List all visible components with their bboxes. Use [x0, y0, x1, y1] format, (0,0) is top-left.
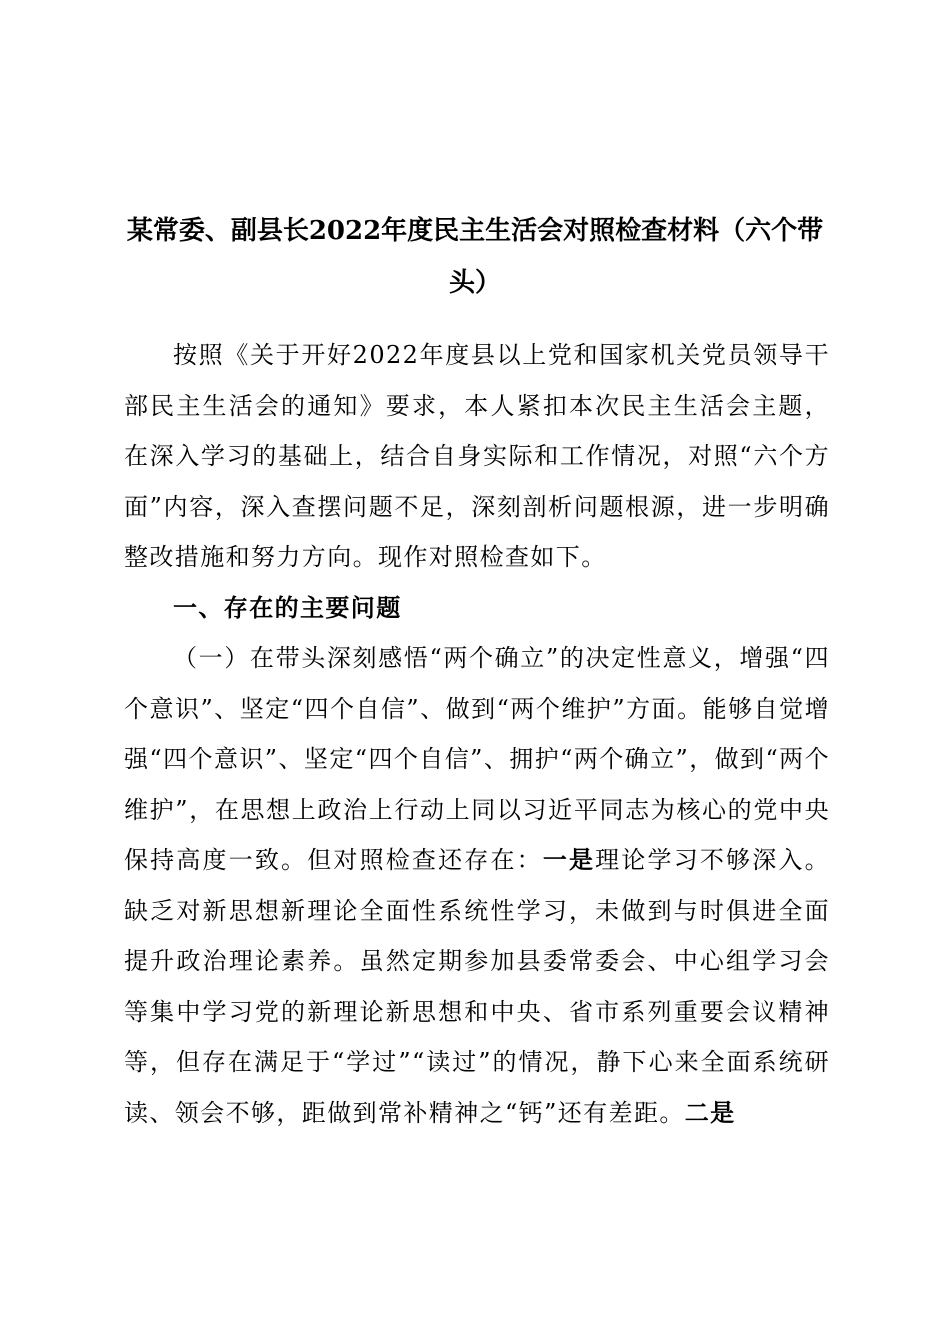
document-title: 某常委、副县长2022年度民主生活会对照检查材料（六个带头）: [126, 216, 824, 298]
point-1-label: 一是: [542, 845, 596, 874]
section-heading: 一、存在的主要问题: [173, 593, 402, 622]
document-body: [124, 330, 830, 1138]
subsection-text-a: （一）在带头深刻感悟“两个确立”的决定性意义，增强“四个意识”、坚定“四个自信”、做到“两个维护”方面。能够自觉增强“四个意识”、坚定“四个自信”、拥护“两个确立”，做到“两个维护”，在思想上政治上行动上同以习近平同志为核心的党中央保持高度一致。但对照检查还存在：: [124, 644, 830, 874]
subsection-text-b: 理论学习不够深入。缺乏对新思想新理论全面性系统性学习，未做到与时俱进全面提升政治理论素养。虽然定期参加县委常委会、中心组学习会等集中学习党的新理论新思想和中央、省市系列重要会议精神等，但存在满足于“学过”“读过”的情况，静下心来全面系统研读、领会不够，距做到常补精神之“钙”还有差距。: [124, 846, 830, 1127]
point-2-label: 二是: [684, 1097, 736, 1127]
subsection-paragraph: [124, 633, 830, 1138]
intro-paragraph: 按照《关于开好2022年度县以上党和国家机关党员领导干部民主生活会的通知》要求，本人紧扣本次民主生活会主题，在深入学习的基础上，结合自身实际和工作情况，对照“六个方面”内容，深入查摆问题不足，深刻剖析问题根源，进一步明确整改措施和努力方向。现作对照检查如下。: [124, 341, 830, 571]
